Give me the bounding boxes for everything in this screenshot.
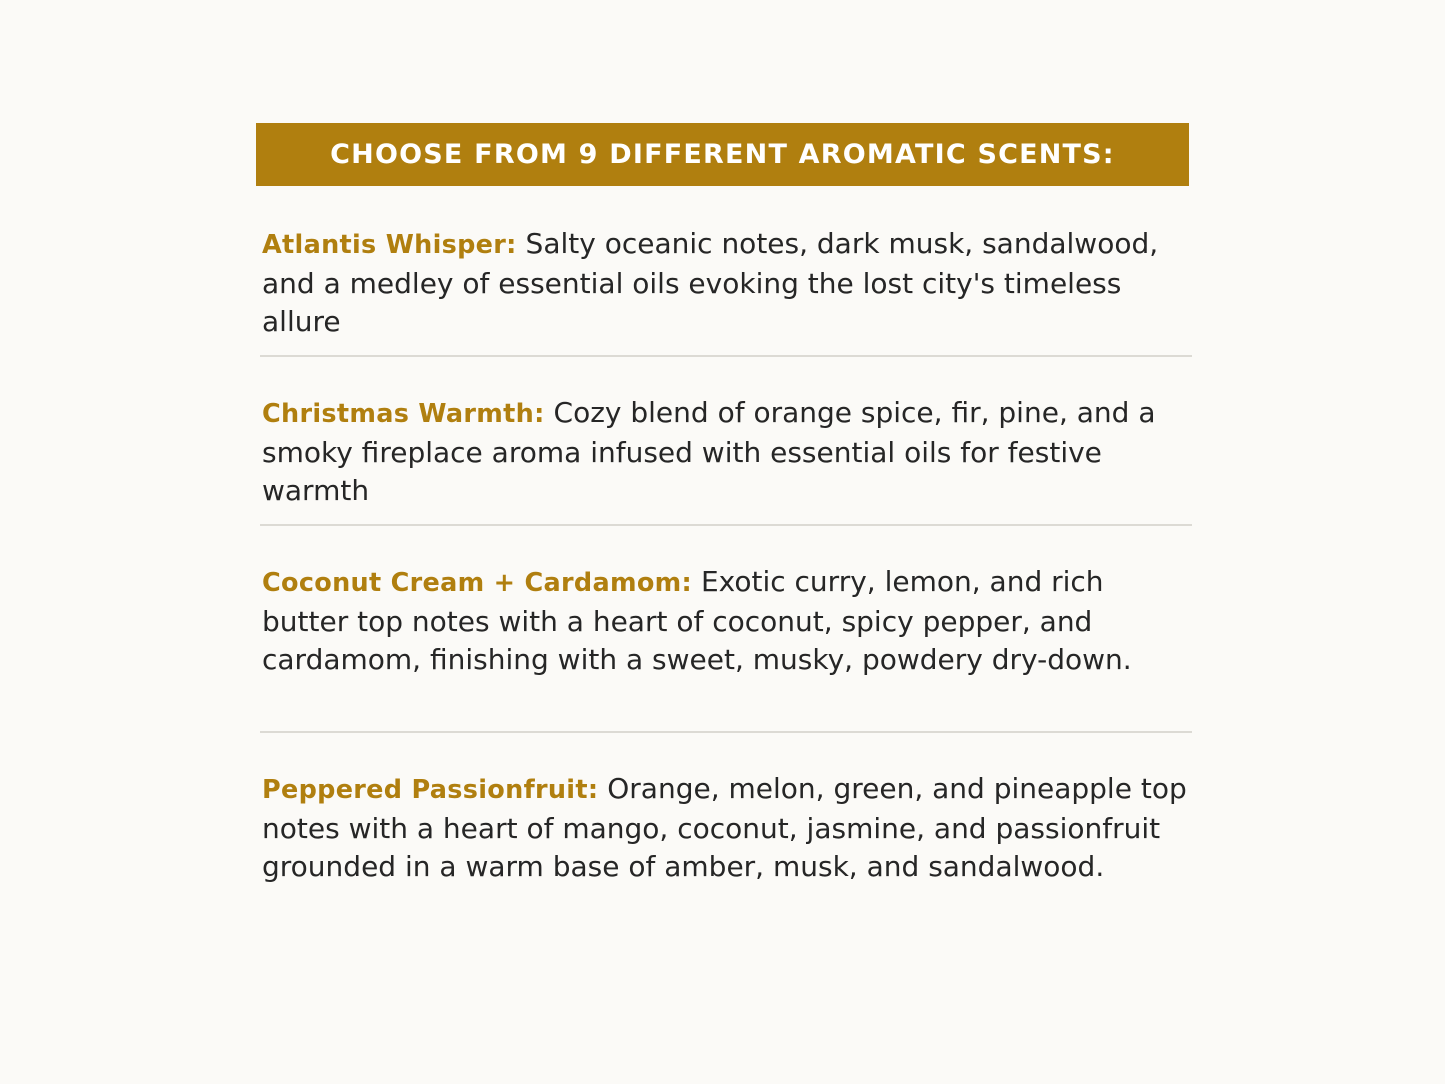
banner-title: CHOOSE FROM 9 DIFFERENT AROMATIC SCENTS: [330, 139, 1115, 170]
scent-description: Cozy blend of orange spice, fir, pine, and a smoky fireplace aroma infused with essential oils for festive warmth [262, 396, 1156, 507]
scent-item-coconut-cream-cardamom [262, 563, 1192, 731]
scent-item-atlantis-whisper [262, 225, 1192, 355]
scent-item-christmas-warmth [262, 394, 1192, 524]
scent-name: Atlantis Whisper: [262, 230, 517, 260]
scent-name: Peppered Passionfruit: [262, 775, 599, 805]
scent-description: Exotic curry, lemon, and rich butter top notes with a heart of coconut, spicy pepper, and cardamom, finishing with a sweet, musky, powdery dry-down. [262, 565, 1132, 676]
scent-item-peppered-passionfruit [262, 770, 1192, 887]
scent-list [262, 225, 1192, 887]
scent-description: Salty oceanic notes, dark musk, sandalwood, and a medley of essential oils evoking the lost city's timeless allure [262, 227, 1159, 338]
scent-name: Christmas Warmth: [262, 399, 545, 429]
scent-name: Coconut Cream + Cardamom: [262, 568, 693, 598]
scent-description: Orange, melon, green, and pineapple top notes with a heart of mango, coconut, jasmine, and passionfruit grounded in a warm base of amber, musk, and sandalwood. [262, 772, 1187, 883]
header-banner [256, 123, 1189, 186]
